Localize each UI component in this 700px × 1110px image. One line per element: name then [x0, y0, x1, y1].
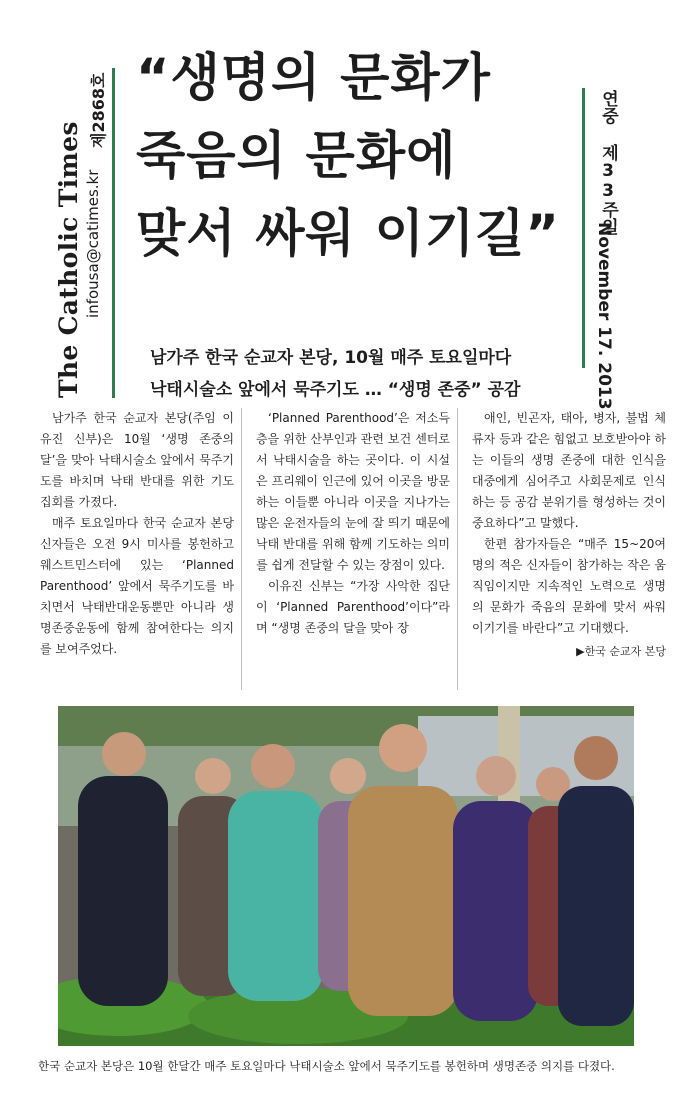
byline: ▶한국 순교자 본당 — [576, 645, 666, 658]
article-paragraph: 남가주 한국 순교자 본당(주임 이유진 신부)은 10월 ‘생명 존중의 달’을 맞아 낙태시술소 앞에서 묵주기도를 바치며 낙태 반대를 위한 기도 집회를 가졌다. — [40, 411, 234, 509]
article-paragraph: 매주 토요일마다 한국 순교자 본당 신자들은 오전 9시 미사를 봉헌하고 웨스트민스터에 있는 ‘Planned Parenthood’ 앞에서 묵주기도를 바치면서 낙태반대운동뿐만 아니라 생명존중운동에 함께 참여한다는 의지를 보여주었다. — [40, 516, 234, 656]
article-column-1 — [40, 408, 242, 690]
headline-line: “생명의 문화가 — [136, 49, 491, 108]
masthead-email: infousa@catimes.kr — [84, 169, 102, 318]
article-column-2 — [256, 408, 458, 690]
article-column-3 — [472, 408, 666, 690]
article-paragraph: 이유진 신부는 “가장 사악한 집단이 ‘Planned Parenthood’이다”라며 “생명 존중의 달을 맞아 장 — [256, 579, 450, 635]
masthead-rule — [112, 68, 115, 398]
subheadline-line: 낙태시술소 앞에서 묵주기도 … “생명 존중” 공감 — [150, 380, 521, 400]
article-body — [40, 408, 666, 690]
issue-number: 제2868호 — [89, 72, 108, 148]
article-paragraph: 애인, 빈곤자, 태아, 병자, 불법 체류자 등과 같은 힘없고 보호받아야 하는 이들의 생명 존중에 대한 인식을 대중에게 심어주고 사회문제로 인식하는 등 공감 분위기를 형성하는 것이 중요하다”고 말했다. — [472, 411, 666, 530]
headline-line: 맞서 싸워 이기길” — [136, 205, 560, 264]
date-rule — [582, 88, 585, 368]
edition-date: November 17. 2013 — [594, 222, 614, 410]
liturgical-week-label: 연중 제33주일 — [598, 90, 618, 235]
prayer-group-photo-illustration — [58, 706, 634, 1046]
photo-caption: 한국 순교자 본당은 10월 한달간 매주 토요일마다 낙태시술소 앞에서 묵주기도를 봉헌하며 생명존중 의지를 다졌다. — [38, 1059, 615, 1073]
article-paragraph: 한편 참가자들은 “매주 15~20여 명의 적은 신자들이 참가하는 작은 움직임이지만 지속적인 노력으로 생명의 문화가 죽음의 문화에 맞서 싸워 이기기를 바란다”고 기대했다. — [472, 537, 666, 635]
subheadline-line: 남가주 한국 순교자 본당, 10월 매주 토요일마다 — [150, 348, 512, 368]
headline — [136, 40, 576, 274]
headline-line: 죽음의 문화에 — [136, 127, 457, 186]
news-photo — [58, 706, 634, 1046]
masthead-name: The Catholic Times — [54, 121, 83, 398]
article-paragraph: ‘Planned Parenthood’은 저소득층을 위한 산부인과 관련 보건 센터로서 낙태시술을 하는 곳이다. 이 시설은 프리웨이 인근에 있어 이곳을 방문하는 이들뿐 아니라 이곳을 지나가는 많은 운전자들의 눈에 잘 띄기 때문에 낙태 반대를 위해 함께 기도하는 의미를 쉽게 전달할 수 있는 장점이 있다. — [256, 411, 450, 572]
subheadline — [150, 342, 650, 406]
